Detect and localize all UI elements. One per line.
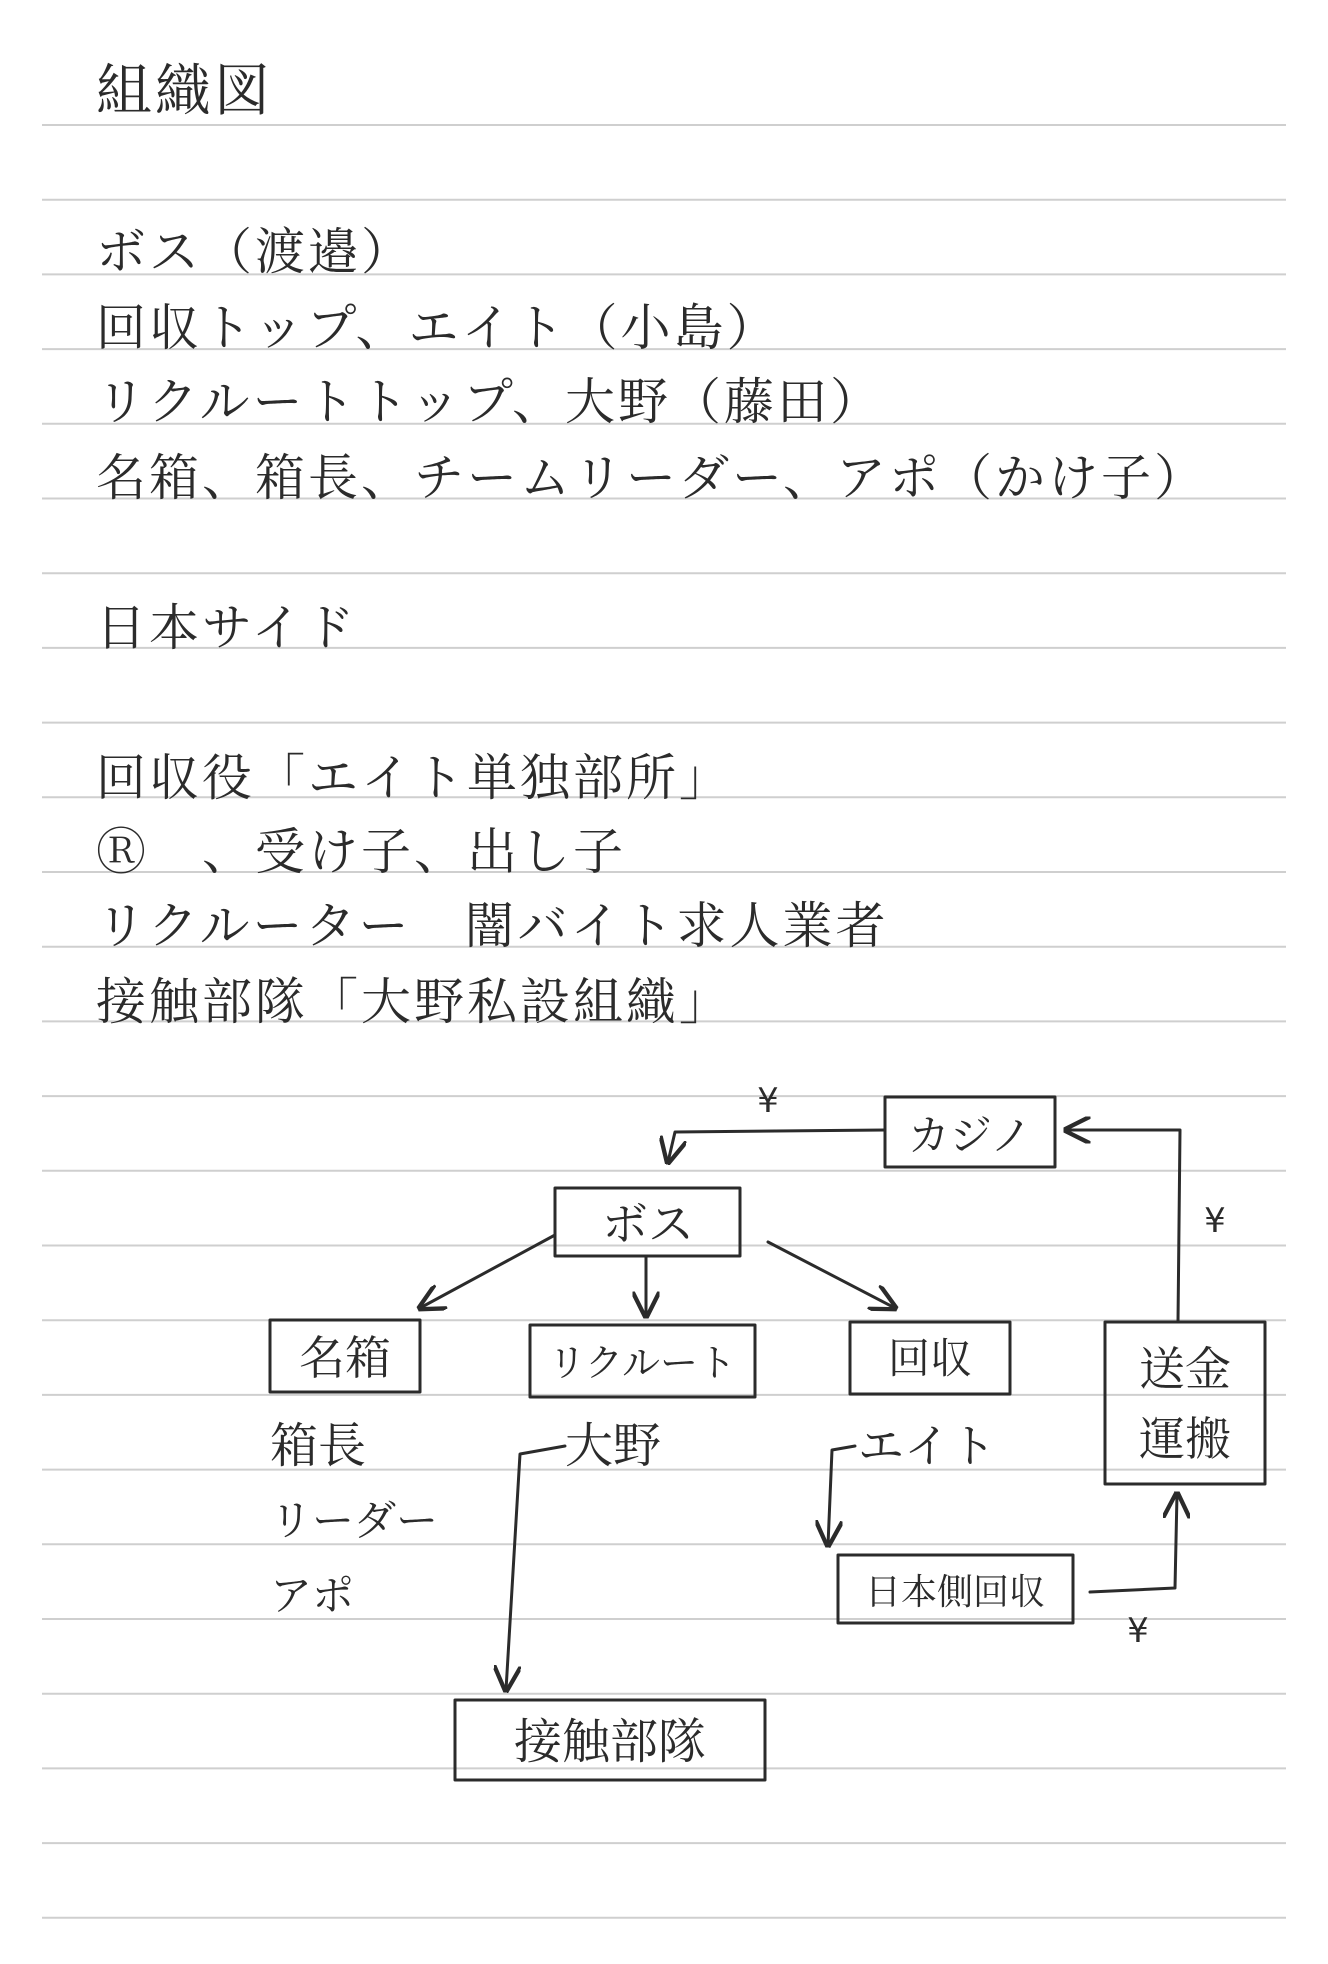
money-label-nihon-sokin: ¥ bbox=[1127, 1611, 1149, 1651]
meibako-member-1: 箱長 bbox=[270, 1418, 367, 1474]
money-label-casino-boss: ¥ bbox=[757, 1081, 779, 1121]
sokin-label-2: 運搬 bbox=[1139, 1412, 1231, 1466]
nihon-kaishu-label: 日本側回収 bbox=[864, 1572, 1046, 1613]
page-title: 組織図 bbox=[96, 59, 273, 124]
japan-side-line-4: 接触部隊「大野私設組織」 bbox=[96, 973, 732, 1031]
eito-to-nihon-kaishu-arrow bbox=[828, 1446, 855, 1545]
meibako-member-2: リーダー bbox=[270, 1496, 439, 1545]
kaishu-member: エイト bbox=[858, 1419, 996, 1473]
ono-to-sesshoku-arrow bbox=[506, 1446, 565, 1690]
japan-side-line-1: 回収役「エイト単独部所」 bbox=[96, 749, 732, 807]
role-line-3: リクルートトップ、大野（藤田） bbox=[96, 373, 883, 431]
japan-side-line-2: Ⓡ 、受け子、出し子 bbox=[96, 823, 626, 881]
kaishu-label: 回収 bbox=[887, 1334, 973, 1383]
japan-side-line-3: リクルーター 闇バイト求人業者 bbox=[96, 897, 889, 955]
sokin-to-casino-arrow bbox=[1066, 1130, 1180, 1322]
boss-to-meibako-arrow bbox=[420, 1235, 555, 1308]
casino-label: カジノ bbox=[907, 1111, 1033, 1160]
role-line-4: 名箱、箱長、チームリーダー、アポ（かけ子） bbox=[96, 449, 1207, 507]
role-line-2: 回収トップ、エイト（小島） bbox=[96, 299, 780, 357]
meibako-member-3: アポ bbox=[270, 1571, 355, 1620]
sesshoku-label: 接触部隊 bbox=[513, 1714, 707, 1770]
role-line-1: ボス（渡邉） bbox=[96, 223, 414, 281]
boss-label: ボス bbox=[602, 1197, 694, 1251]
meibako-label: 名箱 bbox=[299, 1331, 391, 1385]
japan-side-heading: 日本サイド bbox=[96, 599, 358, 657]
sokin-label-1: 送金 bbox=[1139, 1342, 1231, 1396]
recruit-label: リクルート bbox=[547, 1341, 737, 1385]
money-label-sokin-casino: ¥ bbox=[1204, 1201, 1226, 1241]
recruit-member: 大野 bbox=[565, 1418, 662, 1474]
nihon-kaishu-to-sokin-arrow bbox=[1090, 1494, 1177, 1592]
casino-to-boss-arrow bbox=[668, 1130, 885, 1162]
boss-to-kaishu-arrow bbox=[768, 1242, 895, 1308]
